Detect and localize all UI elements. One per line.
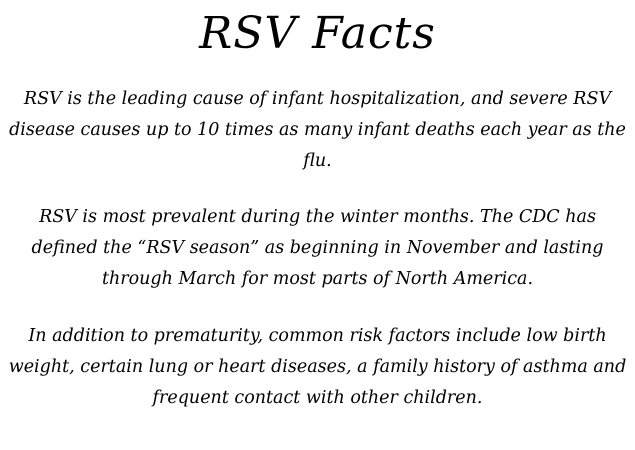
fact-paragraph-hospitalization: RSV is the leading cause of infant hospitalization, and severe RSV disease causes up to 10 times as many infant deaths each year as the flu. [9, 89, 626, 171]
fact-paragraph-season: RSV is most prevalent during the winter months. The CDC has defined the “RSV season” as beginning in November and lasting through March for most parts of North America. [31, 207, 604, 289]
fact-paragraph-risk-factors: In addition to prematurity, common risk factors include low birth weight, certain lung or heart diseases, a family history of asthma and frequent contact with other children. [8, 326, 627, 408]
page-title: RSV Facts [199, 8, 436, 59]
